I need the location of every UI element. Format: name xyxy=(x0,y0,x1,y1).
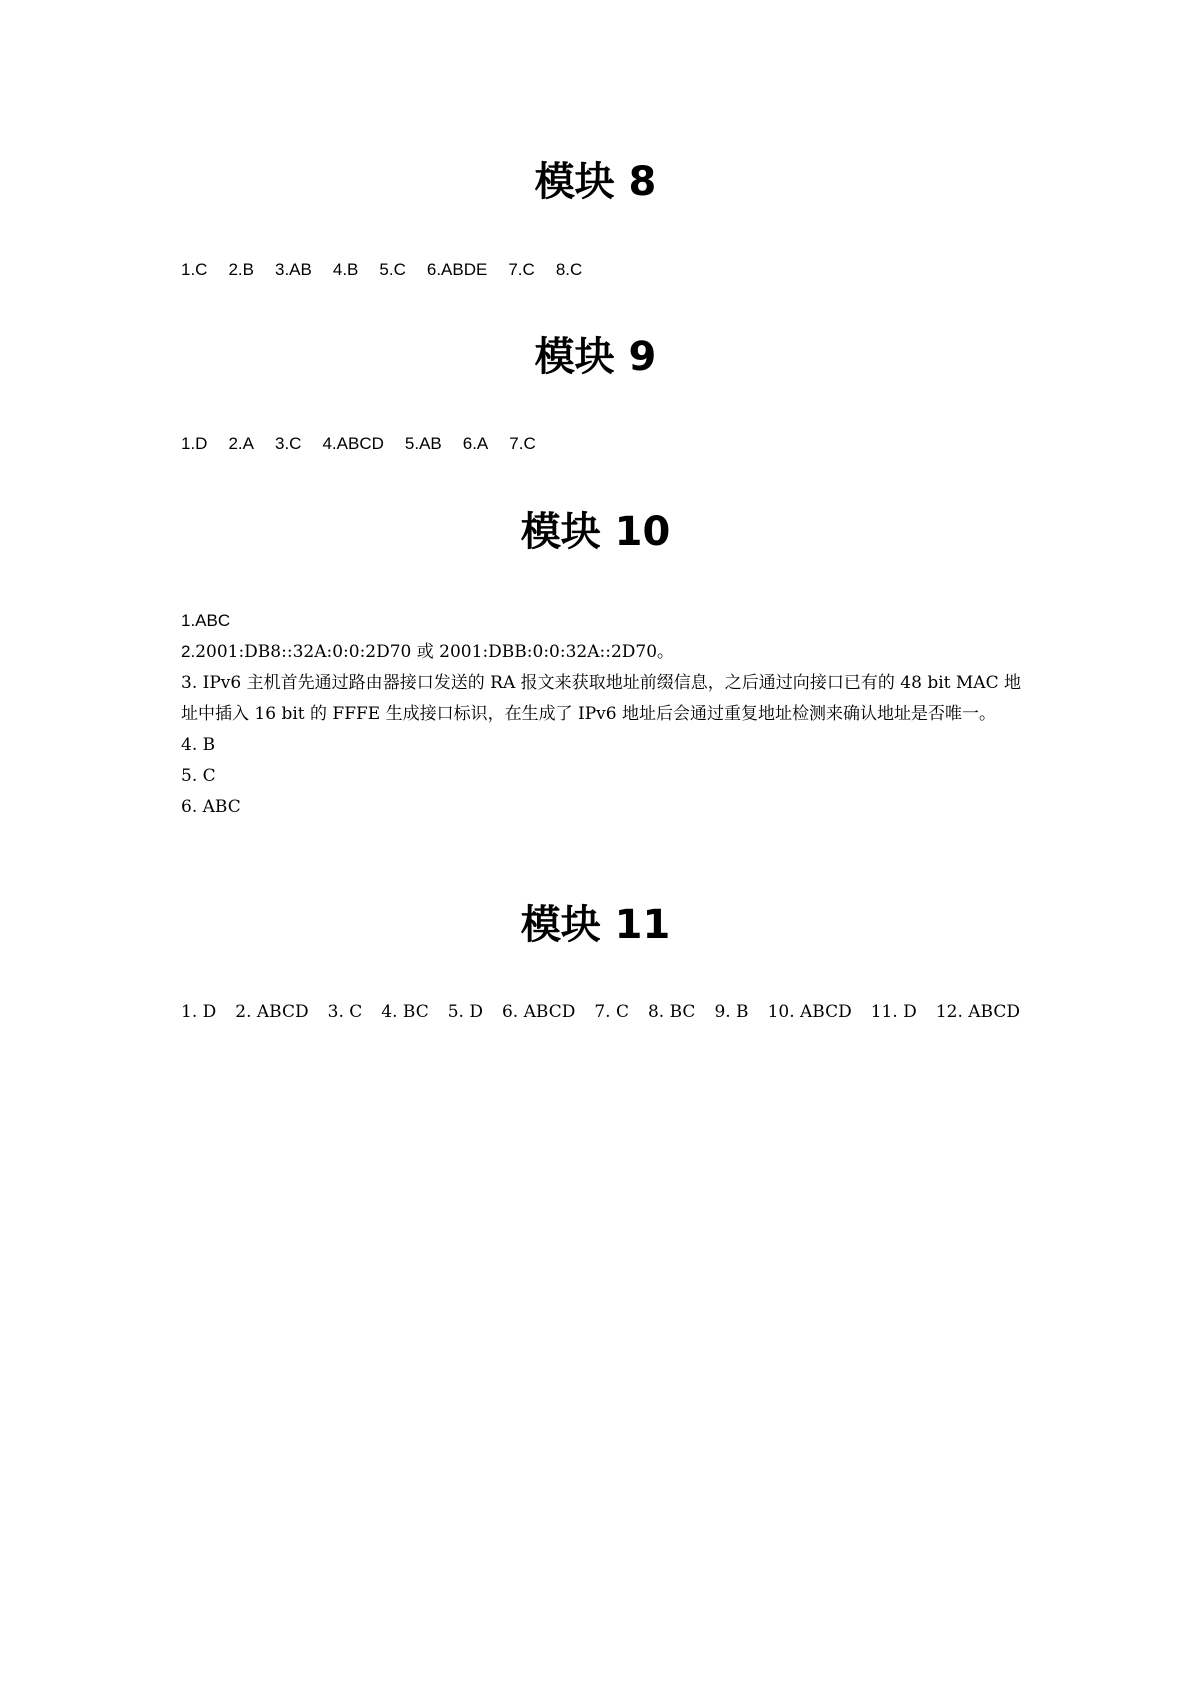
answer-item: 4.B xyxy=(332,260,359,279)
answer-item: 3.AB xyxy=(275,260,312,279)
answer-line-2 xyxy=(181,636,1021,668)
answer-line-3: 3. IPv6 主机首先通过路由器接口发送的 RA 报文来获取地址前缀信息，之后通过向接口已有的 48 bit MAC 地址中插入 16 bit 的 FFFE 生成接口标识，在生成了 IPv6 地址后会通过重复地址检测来确认地址是否唯一。 xyxy=(181,673,1021,724)
answer-line-1: 1.ABC xyxy=(181,611,231,630)
answer-line-2-text: 2001:DB8::32A:0:0:2D70 或 2001:DBB:0:0:32A::2D70。 xyxy=(195,642,675,662)
answer-item: 6.A xyxy=(462,434,489,453)
answer-line-6: 6. ABC xyxy=(181,797,241,817)
answer-line-2-number: 2. xyxy=(181,642,196,661)
module-8-answers xyxy=(181,258,603,282)
answer-line-5: 5. C xyxy=(181,766,216,786)
answer-item: 6. ABCD xyxy=(501,1002,576,1022)
answer-item: 1.C xyxy=(181,260,208,279)
module-8-title: 模块 8 xyxy=(534,159,657,205)
module-11-answers xyxy=(181,1000,1039,1024)
answer-item: 1. D xyxy=(181,1002,217,1022)
answer-item: 2.B xyxy=(228,260,254,279)
answer-item: 5.C xyxy=(379,260,406,279)
answer-item: 2. ABCD xyxy=(235,1002,309,1022)
answer-item: 7.C xyxy=(508,260,535,279)
module-9-title: 模块 9 xyxy=(534,334,657,380)
answer-item: 6.ABDE xyxy=(426,260,488,279)
answer-item: 5.AB xyxy=(404,434,442,453)
answer-item: 11. D xyxy=(870,1002,917,1022)
module-11-title: 模块 11 xyxy=(520,902,671,948)
answer-item: 3. C xyxy=(327,1002,363,1022)
module-9-answers xyxy=(181,432,557,456)
answer-item: 10. ABCD xyxy=(767,1002,852,1022)
answer-item: 3.C xyxy=(275,434,302,453)
module-10-answers xyxy=(181,605,1021,823)
answer-item: 8.C xyxy=(555,260,583,279)
answer-item: 5. D xyxy=(447,1002,483,1022)
answer-item: 4. BC xyxy=(381,1002,429,1022)
answer-item: 2.A xyxy=(228,434,254,453)
answer-line-4: 4. B xyxy=(181,735,216,755)
answer-item: 12. ABCD xyxy=(935,1002,1020,1022)
answer-item: 8. BC xyxy=(647,1002,696,1022)
module-10-title: 模块 10 xyxy=(520,509,671,555)
answer-item: 7.C xyxy=(509,434,536,453)
answer-item: 1.D xyxy=(181,434,208,453)
answer-item: 9. B xyxy=(714,1002,749,1022)
answer-item: 7. C xyxy=(594,1002,629,1022)
answer-item: 4.ABCD xyxy=(322,434,384,453)
